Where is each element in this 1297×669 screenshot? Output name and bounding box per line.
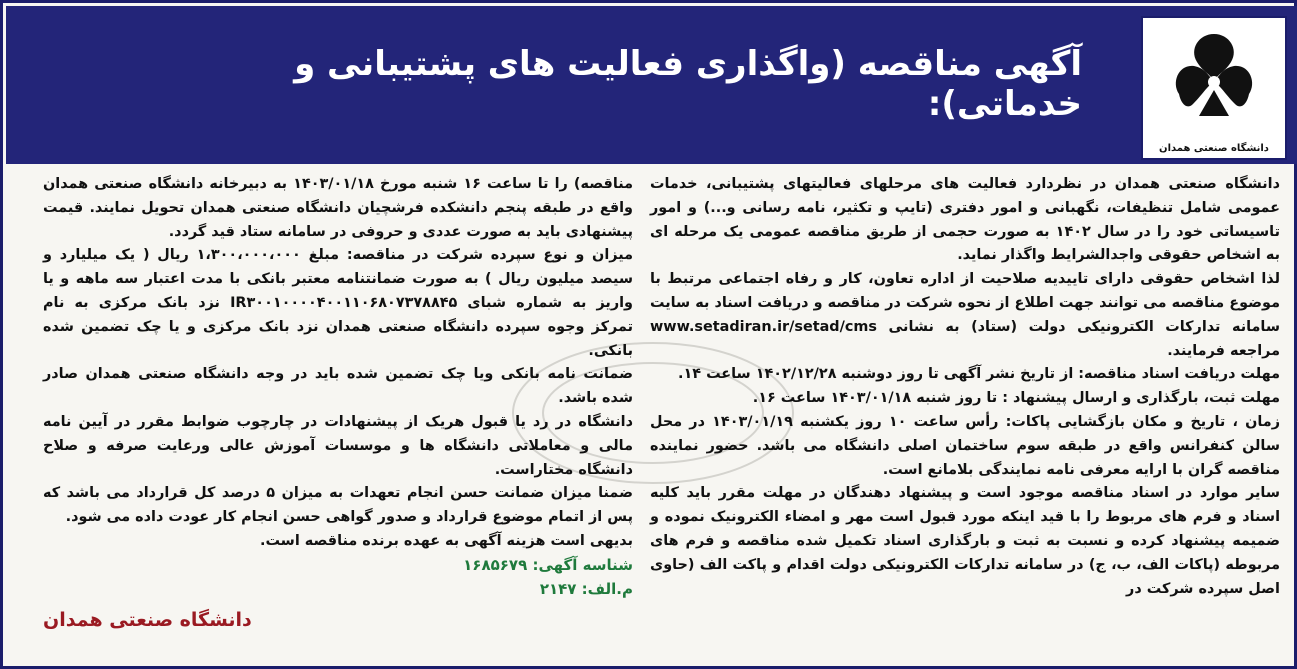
logo-box: [1141, 16, 1287, 160]
ad-code-label: شناسه آگهی:: [532, 555, 633, 574]
signature: دانشگاه صنعتی همدان: [43, 609, 252, 631]
ad-code-line: [43, 554, 633, 578]
paragraph-deposit: میزان و نوع سپرده شرکت در مناقصه: مبلغ ۱،۳۰۰،۰۰۰،۰۰۰ ریال ( یک میلیارد و سیصد میلیون ریال ) به صورت ضمانتنامه معتبر بانکی با مدت اعتبار سه ماهه و یا واریز به شماره شبای IR۳۰۰۱۰۰۰۰۴۰۰۱۱۰۶۸۰۷۳۷۸۸۴۵ نزد بانک مرکزی به نام تمرکز وجوه سپرده دانشگاه صنعتی همدان نزد بانک مرکزی و یا چک تضمین شده بانکی.: [43, 247, 633, 359]
paragraph-delivery: مناقصه) را تا ساعت ۱۶ شنبه مورخ ۱۴۰۳/۰۱/۱۸ به دبیرخانه دانشگاه صنعتی همدان واقع در طبقه پنجم دانشکده فرشچیان دانشگاه صنعتی همدان تحویل نمایند. قیمت پیشنهادی باید به صورت عددی و حروفی در سامانه ستاد قید گردد.: [43, 176, 634, 240]
right-text-column: [650, 173, 1280, 601]
ref-value: ۲۱۴۷: [539, 579, 577, 598]
paragraph-other-items: سایر موارد در اسناد مناقصه موجود است و پیشنهاد دهندگان در مهلت مقرر باید کلیه اسناد و فرم های مربوط را با قید اینکه مورد قبول است مهر و امضاء الکترونیک نموده و ضمیمه پیشنهاد کرده و نسبت به ثبت و بارگذاری اسناد تکمیل شده مناقصه و فرم های مربوطه (پاکات الف، ب، ج) در سامانه تدارکات الکترونیکی دولت اقدام و پاکت الف (حاوی اصل سپرده شرکت در: [650, 485, 1280, 597]
header-banner: [6, 6, 1297, 164]
paragraph-rights: دانشگاه در رد یا قبول هریک از پیشنهادات در چارچوب ضوابط مقرر در آیین نامه مالی و معاملاتی دانشگاه ها و موسسات آموزش عالی ورعایت صرفه و صلاح دانشگاه مختاراست.: [43, 413, 633, 478]
paragraph-submission-deadline: مهلت ثبت، بارگذاری و ارسال پیشنهاد : تا روز شنبه ۱۴۰۳/۰۱/۱۸ ساعت ۱۶.: [752, 390, 1280, 407]
left-text-column: [43, 173, 633, 601]
paragraph-ad-cost: بدیهی است هزینه آگهی به عهده برنده مناقصه است.: [259, 532, 633, 549]
ref-label: م.الف:: [581, 579, 633, 598]
paragraph-performance-bond: ضمنا میزان ضمانت حسن انجام تعهدات به میزان ۵ درصد کل قرارداد می باشد که پس از اتمام موضوع قرارداد و صدور گواهی حسن انجام کار عودت داده می شود.: [43, 485, 633, 526]
paragraph-opening-session: زمان ، تاریخ و مکان بازگشایی پاکات: رأس ساعت ۱۰ روز یکشنبه ۱۴۰۳/۰۱/۱۹ در محل سالن کنفرانس واقع در طبقه سوم ساختمان اصلی دانشگاه می باشد. حضور نماینده مناقصه گران با ارایه معرفی نامه نمایندگی بلامانع است.: [650, 413, 1280, 478]
university-logo-icon: [1159, 24, 1269, 134]
logo-caption: دانشگاه صنعتی همدان: [1159, 143, 1269, 154]
ref-code-line: [43, 578, 633, 602]
paragraph-guarantee: ضمانت نامه بانکی ویا چک تضمین شده باید در وجه دانشگاه صنعتی همدان صادر شده باشد.: [43, 366, 633, 407]
ad-code-value: ۱۶۸۵۶۷۹: [463, 555, 528, 574]
paragraph-eligibility: لذا اشخاص حقوقی دارای تاییدیه صلاحیت از اداره تعاون، کار و رفاه اجتماعی مرتبط با موضوع مناقصه می توانند جهت اطلاع از نحوه شرکت در مناقصه و دریافت اسناد به سایت سامانه تدارکات الکترونیکی دولت (ستاد) به نشانی www.setadiran.ir/setad/cms مراجعه فرمایند.: [650, 271, 1280, 359]
paragraph-intro: دانشگاه صنعتی همدان در نظردارد فعالیت های مرحلهای فعالیتهای پشتیبانی، خدمات عمومی شامل تنظیفات، نگهبانی و امور دفتری (تایپ و تکثیر، نامه رسانی و...) و امور تاسیساتی خود را در سال ۱۴۰۲ به صورت حجمی از طریق مناقصه عمومی یک مرحله ای به اشخاص حقوقی واجدالشرایط واگذار نماید.: [650, 176, 1280, 264]
paragraph-document-deadline: مهلت دریافت اسناد مناقصه: از تاریخ نشر آگهی تا روز دوشنبه ۱۴۰۲/۱۲/۲۸ ساعت ۱۴.: [678, 366, 1280, 383]
page-title: آگهی مناقصه (واگذاری فعالیت های پشتیبانی و خدماتی):: [294, 44, 1082, 124]
